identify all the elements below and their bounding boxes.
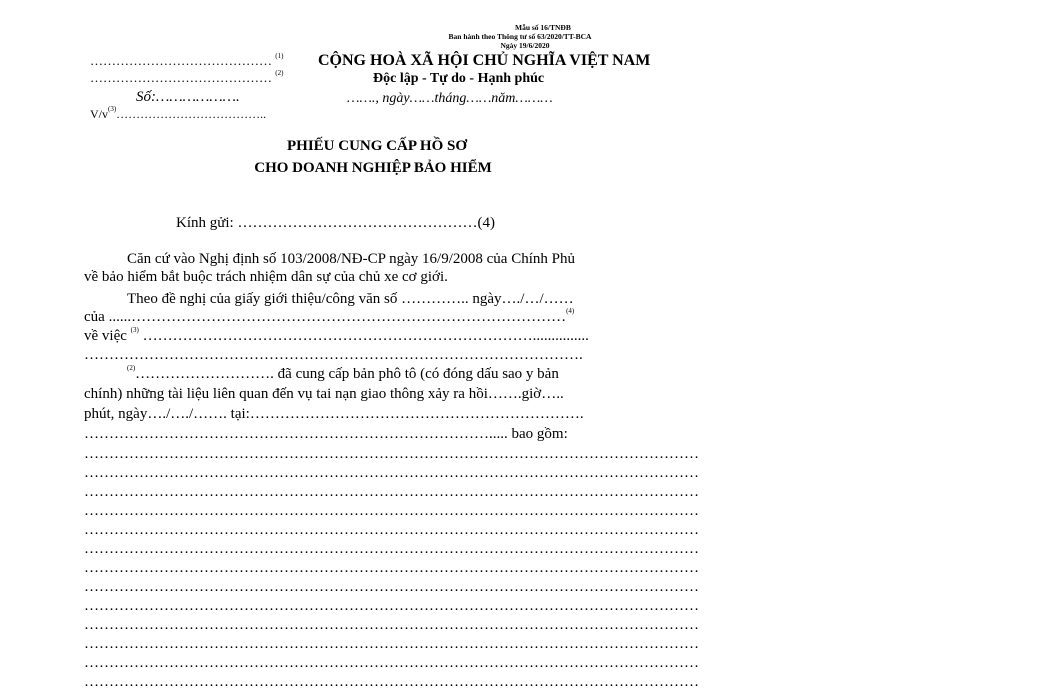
- agency-line-2-dots: ……………………………………: [90, 70, 272, 85]
- legal-basis-line-2: về bảo hiểm bắt buộc trách nhiệm dân sự của chủ xe cơ giới.: [84, 269, 448, 285]
- national-title: CỘNG HOÀ XÃ HỘI CHỦ NGHĨA VIỆT NAM: [318, 52, 651, 69]
- document-title-line-2: CHO DOANH NGHIỆP BẢO HIỂM: [254, 160, 492, 176]
- subject-dots: ………………………………..: [116, 107, 267, 121]
- subject-note: (3): [108, 105, 117, 113]
- agency-line-1: [90, 53, 283, 69]
- provision-line-3: phút, ngày…./…./……. tại:………………………………………………………….: [84, 406, 584, 422]
- document-list-line: ……………………………………………………………………………………………………………: [84, 484, 699, 500]
- form-number: Mẫu số 16/TNĐB: [515, 23, 571, 32]
- request-line-4: ……………………………………………………………………………………….: [84, 347, 583, 363]
- document-list-line: ……………………………………………………………………………………………………………: [84, 655, 699, 671]
- document-list-line: ……………………………………………………………………………………………………………: [84, 465, 699, 481]
- document-list-line: ……………………………………………………………………………………………………………: [84, 541, 699, 557]
- request-line-3: [84, 328, 589, 345]
- request-line-2-text: của ......……………………………………………………………………………: [84, 309, 567, 325]
- subject-line: [90, 107, 266, 122]
- provision-note: (2): [127, 364, 136, 372]
- document-list-line: ……………………………………………………………………………………………………………: [84, 674, 699, 690]
- document-list-line: ……………………………………………………………………………………………………………: [84, 636, 699, 652]
- request-subject-note: (3): [130, 326, 139, 334]
- request-subject-dots: ……………………………………………………………………...............: [142, 328, 589, 344]
- provision-line-2: chính) những tài liệu liên quan đến vụ tai nạn giao thông xảy ra hồi…….giờ…..: [84, 386, 564, 402]
- request-line-2-note: (4): [566, 307, 575, 315]
- document-list-line: ……………………………………………………………………………………………………………: [84, 503, 699, 519]
- agency-line-1-dots: ……………………………………: [90, 53, 272, 68]
- request-subject-label: về việc: [84, 328, 127, 344]
- request-line-2: [84, 309, 574, 326]
- document-list-line: ……………………………………………………………………………………………………………: [84, 598, 699, 614]
- document-title-line-1: PHIẾU CUNG CẤP HỒ SƠ: [286, 138, 467, 154]
- document-list-line: ……………………………………………………………………………………………………………: [84, 560, 699, 576]
- national-motto: Độc lập - Tự do - Hạnh phúc: [373, 71, 545, 86]
- agency-line-2: [90, 70, 283, 86]
- provision-line-4: ………………………………………………………………………..... bao gồm:: [84, 426, 568, 442]
- form-issuing-circular: Ban hành theo Thông tư số 63/2020/TT-BCA: [448, 32, 592, 41]
- document-list-line: ……………………………………………………………………………………………………………: [84, 617, 699, 633]
- provision-line-1-text: ………………………. đã cung cấp bản phô tô (có đóng dấu sao y bản: [135, 366, 559, 382]
- agency-line-1-note: (1): [275, 51, 284, 60]
- document-list-line: ……………………………………………………………………………………………………………: [84, 446, 699, 462]
- request-line-1: Theo đề nghị của giấy giới thiệu/công văn số ………….. ngày…./…/……: [127, 291, 574, 307]
- provision-line-1: [127, 366, 559, 383]
- document-number: Số:……………….: [136, 89, 240, 105]
- place-date-line: ……., ngày……tháng……năm………: [347, 91, 553, 106]
- form-issue-date: Ngày 19/6/2020: [500, 41, 550, 50]
- agency-line-2-note: (2): [275, 68, 284, 77]
- legal-basis-line-1: Căn cứ vào Nghị định số 103/2008/NĐ-CP ngày 16/9/2008 của Chính Phủ: [127, 251, 575, 267]
- recipient-line: Kính gửi: …………………………………………(4): [176, 215, 495, 231]
- subject-label: V/v: [90, 107, 108, 121]
- document-list-line: ……………………………………………………………………………………………………………: [84, 579, 699, 595]
- document-list-line: ……………………………………………………………………………………………………………: [84, 522, 699, 538]
